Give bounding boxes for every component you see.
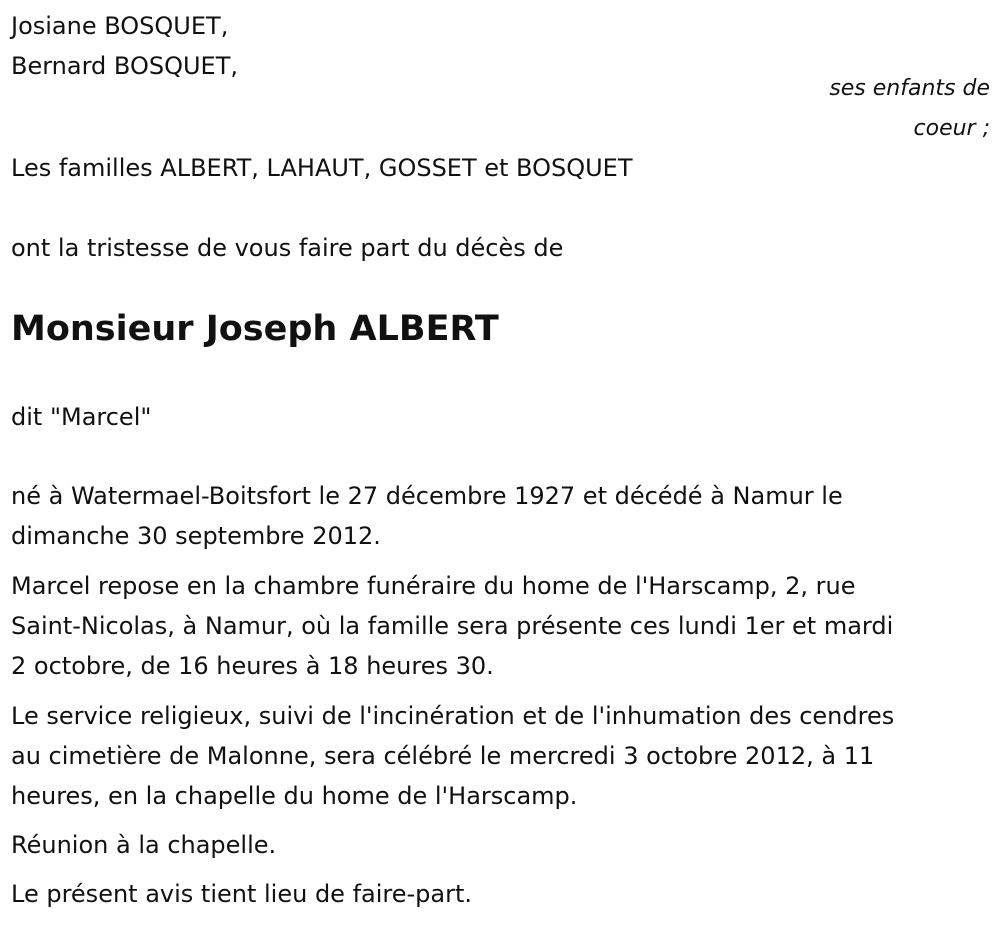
gathering-line: Réunion à la chapelle. xyxy=(11,831,277,859)
nickname-line: dit "Marcel" xyxy=(11,403,152,431)
viewing-line: Marcel repose en la chambre funéraire du home de l'Harscamp, 2, rue xyxy=(11,572,856,600)
deceased-name: Monsieur Joseph ALBERT xyxy=(11,309,499,349)
families-line: Les familles ALBERT, LAHAUT, GOSSET et BOSQUET xyxy=(11,154,633,182)
notice-line: Le présent avis tient lieu de faire-part. xyxy=(11,880,473,908)
announcement-line: ont la tristesse de vous faire part du décès de xyxy=(11,234,564,262)
birth-death-line: dimanche 30 septembre 2012. xyxy=(11,522,381,550)
viewing-line: Saint-Nicolas, à Namur, où la famille sera présente ces lundi 1er et mardi xyxy=(11,612,894,640)
service-line: heures, en la chapelle du home de l'Harscamp. xyxy=(11,782,578,810)
service-line: au cimetière de Malonne, sera célébré le mercredi 3 octobre 2012, à 11 xyxy=(11,742,875,770)
service-line: Le service religieux, suivi de l'incinération et de l'inhumation des cendres xyxy=(11,702,895,730)
signatory-line: Josiane BOSQUET, xyxy=(11,12,229,40)
viewing-line: 2 octobre, de 16 heures à 18 heures 30. xyxy=(11,652,494,680)
role-line: ses enfants de xyxy=(829,76,990,101)
signatory-line: Bernard BOSQUET, xyxy=(11,52,238,80)
role-line: coeur ; xyxy=(913,116,990,141)
birth-death-line: né à Watermael-Boitsfort le 27 décembre 1927 et décédé à Namur le xyxy=(11,482,843,510)
